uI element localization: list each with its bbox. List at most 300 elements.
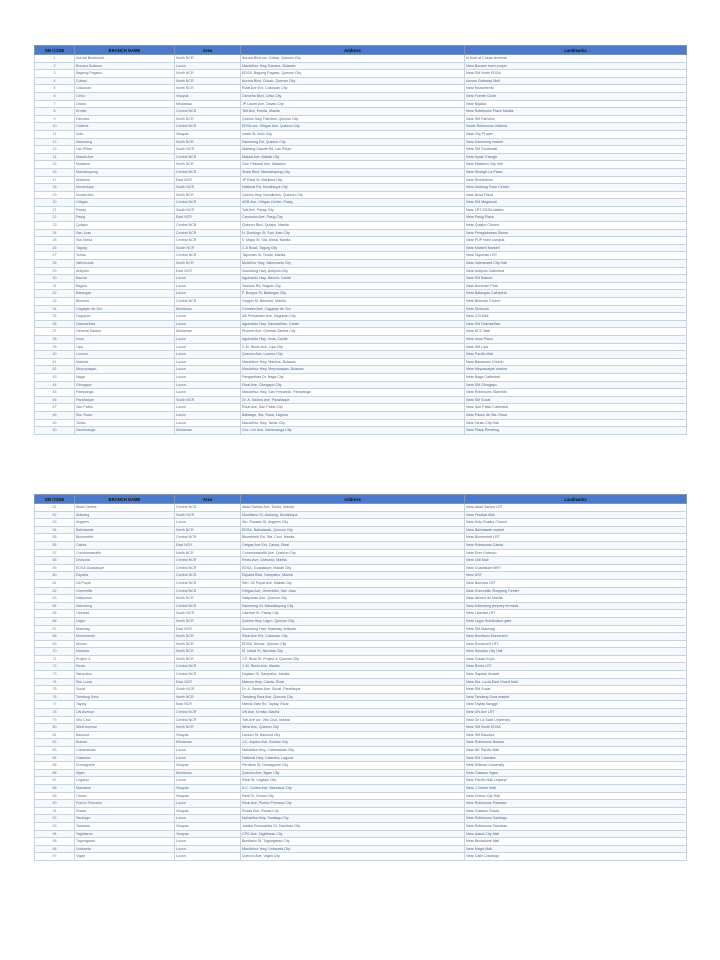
cell-branch-name: Pampanga — [75, 389, 175, 397]
cell-address: Taft Ave, Pasay City — [241, 206, 465, 214]
cell-landmark: Near Bajada — [465, 100, 687, 108]
branch-table — [34, 45, 687, 435]
cell-area: North NCR — [175, 655, 241, 663]
cell-area: Central NCR — [175, 534, 241, 542]
cell-landmark: Near Greenhills Shopping Center — [465, 587, 687, 595]
cell-address: A.C. Cortes Ave, Mandaue City — [241, 784, 465, 792]
cell-area: Central NCR — [175, 199, 241, 207]
cell-area: Luzon — [175, 845, 241, 853]
cell-area: East NCR — [175, 701, 241, 709]
table-header-row — [35, 46, 687, 55]
cell-branch-name: Gil Puyat — [75, 579, 175, 587]
cell-address: Rizal Ave Ext, Caloocan City — [241, 85, 465, 93]
cell-branch-name: San Juan — [75, 229, 175, 237]
cell-sm-code: 5 — [35, 85, 75, 93]
cell-address: Manila East Rd, Taytay, Rizal — [241, 701, 465, 709]
cell-area: Central NCR — [175, 153, 241, 161]
cell-landmark: Near Imus Plaza — [465, 335, 687, 343]
cell-landmark: Near Alabang Town Center — [465, 184, 687, 192]
cell-landmark: Near SM Calamba — [465, 754, 687, 762]
cell-area: Central NCR — [175, 716, 241, 724]
cell-landmark: Near Brickstone Mall — [465, 838, 687, 846]
cell-area: Luzon — [175, 343, 241, 351]
cell-address: Ortigas Ave, Greenhills, San Juan — [241, 587, 465, 595]
cell-branch-name: Masinag — [75, 625, 175, 633]
header-address: Address — [241, 46, 465, 55]
cell-area: Central NCR — [175, 579, 241, 587]
cell-address: Quezon Blvd, Quiapo, Manila — [241, 222, 465, 230]
cell-branch-name: Lucena — [75, 351, 175, 359]
cell-landmark: Near Roosevelt LRT — [465, 640, 687, 648]
cell-address: UN Ave, Ermita, Manila — [241, 709, 465, 717]
cell-landmark: Near Ateneo de Manila — [465, 595, 687, 603]
cell-branch-name: Libertad — [75, 610, 175, 618]
cell-sm-code: 45 — [35, 389, 75, 397]
cell-address: Dr. A. Santos Ave, Sucat, Parañaque — [241, 686, 465, 694]
cell-landmark: Near Gaisano Roxas — [465, 807, 687, 815]
table-row — [35, 663, 687, 671]
cell-landmark: Near San Pablo Cathedral — [465, 404, 687, 412]
cell-sm-code: 31 — [35, 282, 75, 290]
cell-branch-name: San Pablo — [75, 404, 175, 412]
table-row — [35, 168, 687, 176]
cell-sm-code: 61 — [35, 579, 75, 587]
table-row — [35, 290, 687, 298]
header-branch-name: BRANCH NAME — [75, 46, 175, 55]
cell-branch-name: Bagong Pagasa — [75, 70, 175, 78]
cell-landmark: Near Robinsons Cainta — [465, 541, 687, 549]
cell-landmark: Near Market! Market! — [465, 244, 687, 252]
cell-landmark: Near Kalentong jeepney terminal — [465, 602, 687, 610]
cell-sm-code: 52 — [35, 511, 75, 519]
cell-address: JP Laurel Ave, Davao City — [241, 100, 465, 108]
cell-area: South NCR — [175, 396, 241, 404]
cell-landmark: Near Robinsons Starmills — [465, 389, 687, 397]
cell-landmark: Near Naga Cathedral — [465, 373, 687, 381]
cell-landmark: Near Kamuning market — [465, 138, 687, 146]
cell-address: Rizal Ave, Puerto Princesa City — [241, 800, 465, 808]
cell-branch-name: Novaliches — [75, 191, 175, 199]
cell-sm-code: 46 — [35, 396, 75, 404]
table-row — [35, 792, 687, 800]
cell-sm-code: 88 — [35, 784, 75, 792]
table-row — [35, 427, 687, 435]
cell-branch-name: Olongapo — [75, 381, 175, 389]
cell-branch-name: Tagbilaran — [75, 830, 175, 838]
cell-branch-name: Malolos — [75, 358, 175, 366]
cell-landmark: Near Tayuman LRT — [465, 252, 687, 260]
cell-sm-code: 92 — [35, 815, 75, 823]
cell-sm-code: 94 — [35, 830, 75, 838]
cell-branch-name: Ortigas — [75, 199, 175, 207]
cell-branch-name: Aurora Boulevard — [75, 55, 175, 63]
cell-landmark: Near Pinaglabanan Shrine — [465, 229, 687, 237]
cell-landmark: Near Magic Mall — [465, 845, 687, 853]
cell-branch-name: Galleria — [75, 123, 175, 131]
table-row — [35, 807, 687, 815]
cell-address: Marcos Hwy, Cainta, Rizal — [241, 678, 465, 686]
cell-area: Luzon — [175, 290, 241, 298]
table-row — [35, 686, 687, 694]
cell-sm-code: 71 — [35, 655, 75, 663]
table-row — [35, 313, 687, 321]
table-row — [35, 381, 687, 389]
cell-sm-code: 41 — [35, 358, 75, 366]
cell-address: C.M. Recto Ave, Lipa City — [241, 343, 465, 351]
cell-sm-code: 90 — [35, 800, 75, 808]
cell-branch-name: UN Avenue — [75, 709, 175, 717]
table-row — [35, 648, 687, 656]
cell-branch-name: Project 4 — [75, 655, 175, 663]
cell-area: Mindanao — [175, 100, 241, 108]
table-row — [35, 108, 687, 116]
cell-branch-name: Imus — [75, 335, 175, 343]
cell-branch-name: Cubao — [75, 77, 175, 85]
cell-branch-name: Fairview — [75, 115, 175, 123]
table-row — [35, 526, 687, 534]
cell-sm-code: 95 — [35, 838, 75, 846]
cell-address: Tandang Sora Ave, Quezon City — [241, 693, 465, 701]
table-row — [35, 282, 687, 290]
cell-sm-code: 12 — [35, 138, 75, 146]
cell-sm-code: 21 — [35, 206, 75, 214]
cell-landmark: Near Paseo de Sta. Rosa — [465, 411, 687, 419]
cell-branch-name: España — [75, 572, 175, 580]
cell-area: Luzon — [175, 419, 241, 427]
table-row — [35, 800, 687, 808]
cell-address: Kamuning Rd, Quezon City — [241, 138, 465, 146]
cell-address: EDSA, Balintawak, Quezon City — [241, 526, 465, 534]
cell-address: Osmeña Blvd, Cebu City — [241, 92, 465, 100]
cell-address: C.M. Recto Ave, Manila — [241, 663, 465, 671]
cell-address: Katipunan Ave, Quezon City — [241, 595, 465, 603]
cell-sm-code: 4 — [35, 77, 75, 85]
cell-sm-code: 89 — [35, 792, 75, 800]
cell-landmark: Near Bonifacio Monument — [465, 633, 687, 641]
cell-sm-code: 66 — [35, 617, 75, 625]
table-row — [35, 731, 687, 739]
table-row — [35, 617, 687, 625]
header-area: Area — [175, 46, 241, 55]
cell-landmark: Near Robinsons Butuan — [465, 739, 687, 747]
cell-area: East NCR — [175, 541, 241, 549]
cell-landmark: Near Lagro Subdivision gate — [465, 617, 687, 625]
cell-area: North NCR — [175, 595, 241, 603]
cell-area: Luzon — [175, 404, 241, 412]
cell-landmark: Near Plaza Pershing — [465, 427, 687, 435]
table-row — [35, 389, 687, 397]
cell-area: North NCR — [175, 70, 241, 78]
cell-branch-name: Davao — [75, 100, 175, 108]
table-row — [35, 244, 687, 252]
cell-area: Central NCR — [175, 602, 241, 610]
cell-sm-code: 32 — [35, 290, 75, 298]
cell-landmark: Near Holy Rosary Church — [465, 519, 687, 527]
cell-area: Central NCR — [175, 504, 241, 512]
cell-address: Aurora Blvd cor. Cubao, Quezon City — [241, 55, 465, 63]
cell-sm-code: 26 — [35, 244, 75, 252]
cell-address: McArthur Hwy, Valenzuela City — [241, 260, 465, 268]
cell-area: Luzon — [175, 411, 241, 419]
cell-address: Rizal Ave Ext, Caloocan City — [241, 633, 465, 641]
cell-landmark: Near Pasig Plaza — [465, 214, 687, 222]
cell-address: Kalentong St, Mandaluyong City — [241, 602, 465, 610]
cell-branch-name: Sta. Rosa — [75, 411, 175, 419]
cell-address: Maharlika Hwy, Santiago City — [241, 815, 465, 823]
cell-address: Sumulong Hwy, Antipolo City — [241, 267, 465, 275]
cell-branch-name: Marikina — [75, 176, 175, 184]
cell-sm-code: 27 — [35, 252, 75, 260]
cell-area: Luzon — [175, 320, 241, 328]
cell-branch-name: Mandaluyong — [75, 168, 175, 176]
cell-address: Quezon Ave, Lucena City — [241, 351, 465, 359]
cell-sm-code: 29 — [35, 267, 75, 275]
cell-sm-code: 68 — [35, 633, 75, 641]
cell-landmark: Near Robinsons Palawan — [465, 800, 687, 808]
cell-sm-code: 14 — [35, 153, 75, 161]
cell-branch-name: Dumaguete — [75, 762, 175, 770]
cell-area: Visayas — [175, 762, 241, 770]
table-row — [35, 252, 687, 260]
table-row — [35, 222, 687, 230]
cell-area: Central NCR — [175, 222, 241, 230]
cell-branch-name: Tandang Sora — [75, 693, 175, 701]
cell-sm-code: 69 — [35, 640, 75, 648]
cell-area: Luzon — [175, 389, 241, 397]
table-row — [35, 610, 687, 618]
cell-landmark: Near SM Megamall — [465, 199, 687, 207]
cell-sm-code: 80 — [35, 724, 75, 732]
cell-sm-code: 1 — [35, 55, 75, 63]
table-row — [35, 373, 687, 381]
cell-landmark: Near Tandang Sora market — [465, 693, 687, 701]
cell-sm-code: 47 — [35, 404, 75, 412]
cell-sm-code: 34 — [35, 305, 75, 313]
cell-landmark: Near Ayala Triangle — [465, 153, 687, 161]
cell-landmark: Near Burnham Park — [465, 282, 687, 290]
cell-address: Gov. Pascual Ave, Malabon — [241, 161, 465, 169]
table-row — [35, 587, 687, 595]
cell-branch-name: Pasig — [75, 214, 175, 222]
cell-sm-code: 79 — [35, 716, 75, 724]
cell-branch-name: Pasay — [75, 206, 175, 214]
cell-branch-name: West Avenue — [75, 724, 175, 732]
cell-landmark: Near De La Salle University — [465, 716, 687, 724]
cell-area: Central NCR — [175, 663, 241, 671]
cell-landmark: Near SM Dasmariñas — [465, 320, 687, 328]
cell-landmark: Near Valenzuela City Hall — [465, 260, 687, 268]
table-row — [35, 602, 687, 610]
cell-landmark: Near Riverbanks — [465, 176, 687, 184]
cell-branch-name: Ermita — [75, 108, 175, 116]
cell-sm-code: 60 — [35, 572, 75, 580]
cell-address: Aguinaldo Hwy, Dasmariñas, Cavite — [241, 320, 465, 328]
cell-area: Luzon — [175, 351, 241, 359]
cell-sm-code: 62 — [35, 587, 75, 595]
cell-branch-name: Dasmariñas — [75, 320, 175, 328]
table-row — [35, 564, 687, 572]
cell-branch-name: Puerto Princesa — [75, 800, 175, 808]
table-row — [35, 640, 687, 648]
cell-area: Luzon — [175, 366, 241, 374]
cell-landmark: Near LRT EDSA station — [465, 206, 687, 214]
cell-area: East NCR — [175, 625, 241, 633]
cell-sm-code: 85 — [35, 762, 75, 770]
cell-sm-code: 50 — [35, 427, 75, 435]
cell-area: Mindanao — [175, 427, 241, 435]
cell-sm-code: 78 — [35, 709, 75, 717]
cell-area: North NCR — [175, 693, 241, 701]
cell-area: South NCR — [175, 146, 241, 154]
cell-address: Sen. Gil Puyat Ave, Makati City — [241, 579, 465, 587]
cell-sm-code: 84 — [35, 754, 75, 762]
cell-sm-code: 75 — [35, 686, 75, 694]
cell-address: M. Naval St, Navotas City — [241, 648, 465, 656]
cell-address: Balibago, Sta. Rosa, Laguna — [241, 411, 465, 419]
cell-address: Shaw Blvd, Mandaluyong City — [241, 168, 465, 176]
cell-address: Session Rd, Baguio City — [241, 282, 465, 290]
cell-address: V. Mapa St, Sta. Mesa, Manila — [241, 237, 465, 245]
cell-landmark: Inside Robinsons Galleria — [465, 123, 687, 131]
cell-sm-code: 42 — [35, 366, 75, 374]
cell-branch-name: Balintawak — [75, 526, 175, 534]
cell-branch-name: Santiago — [75, 815, 175, 823]
table-row — [35, 557, 687, 565]
cell-area: Luzon — [175, 358, 241, 366]
cell-branch-name: Iligan — [75, 769, 175, 777]
cell-branch-name: Vito Cruz — [75, 716, 175, 724]
cell-area: Central NCR — [175, 557, 241, 565]
cell-landmark: Near SM North EDSA — [465, 724, 687, 732]
table-row — [35, 199, 687, 207]
cell-landmark: Near SM Southmall — [465, 146, 687, 154]
table-row — [35, 541, 687, 549]
cell-landmark: Near Cubao Expo — [465, 655, 687, 663]
cell-area: South NCR — [175, 610, 241, 618]
cell-area: North NCR — [175, 77, 241, 85]
cell-area: Central NCR — [175, 168, 241, 176]
cell-sm-code: 38 — [35, 335, 75, 343]
cell-branch-name: Valenzuela — [75, 260, 175, 268]
cell-branch-name: Batangas — [75, 290, 175, 298]
cell-area: Central NCR — [175, 671, 241, 679]
cell-area: North NCR — [175, 549, 241, 557]
cell-branch-name: Tondo — [75, 252, 175, 260]
cell-address: Makati Ave, Makati City — [241, 153, 465, 161]
cell-sm-code: 73 — [35, 671, 75, 679]
cell-area: Central NCR — [175, 298, 241, 306]
cell-sm-code: 58 — [35, 557, 75, 565]
cell-sm-code: 18 — [35, 184, 75, 192]
cell-landmark: Near Buendia LRT — [465, 579, 687, 587]
table-row — [35, 123, 687, 131]
table-row — [35, 655, 687, 663]
cell-landmark: Near City Proper — [465, 130, 687, 138]
cell-branch-name: Iloilo — [75, 130, 175, 138]
header-area: Area — [175, 495, 241, 504]
cell-sm-code: 30 — [35, 275, 75, 283]
cell-sm-code: 10 — [35, 123, 75, 131]
cell-sm-code: 11 — [35, 130, 75, 138]
cell-landmark: Near Quiapo Church — [465, 222, 687, 230]
cell-branch-name: Sta. Lucia — [75, 678, 175, 686]
table-row — [35, 671, 687, 679]
branch-table-page-1 — [34, 45, 686, 435]
cell-address: West Ave, Quezon City — [241, 724, 465, 732]
cell-sm-code: 7 — [35, 100, 75, 108]
cell-area: North NCR — [175, 633, 241, 641]
cell-branch-name: Abad Santos — [75, 504, 175, 512]
cell-landmark: Near SM Sucat — [465, 686, 687, 694]
cell-landmark: Near Divisoria — [465, 305, 687, 313]
cell-area: North NCR — [175, 640, 241, 648]
table-row — [35, 275, 687, 283]
cell-branch-name: Lipa — [75, 343, 175, 351]
cell-area: Mindanao — [175, 305, 241, 313]
cell-address: Rizal Ave, Olongapo City — [241, 381, 465, 389]
table-row — [35, 815, 687, 823]
cell-branch-name: Blumentritt — [75, 534, 175, 542]
cell-area: Visayas — [175, 130, 241, 138]
cell-address: Sto. Rosario St, Angeles City — [241, 519, 465, 527]
cell-branch-name: Parañaque — [75, 396, 175, 404]
cell-area: South NCR — [175, 511, 241, 519]
cell-sm-code: 91 — [35, 807, 75, 815]
cell-sm-code: 3 — [35, 70, 75, 78]
table-row — [35, 572, 687, 580]
cell-landmark: Near 168 Mall — [465, 557, 687, 565]
cell-sm-code: 53 — [35, 519, 75, 527]
cell-branch-name: Katipunan — [75, 595, 175, 603]
table-row — [35, 838, 687, 846]
cell-sm-code: 57 — [35, 549, 75, 557]
cell-landmark: Near PUP main campus — [465, 237, 687, 245]
cell-sm-code: 43 — [35, 373, 75, 381]
table-row — [35, 176, 687, 184]
cell-landmark: Near Balintawak market — [465, 526, 687, 534]
table-row — [35, 404, 687, 412]
cell-sm-code: 93 — [35, 822, 75, 830]
cell-landmark: Near Nova Plaza — [465, 191, 687, 199]
cell-branch-name: Muntinlupa — [75, 184, 175, 192]
table-row — [35, 146, 687, 154]
cell-branch-name: Dagupan — [75, 313, 175, 321]
table-row — [35, 328, 687, 336]
cell-address: Quirino Hwy, Lagro, Quezon City — [241, 617, 465, 625]
cell-address: Taft Ave, Ermita, Manila — [241, 108, 465, 116]
table-row — [35, 92, 687, 100]
cell-branch-name: Angeles — [75, 519, 175, 527]
cell-landmark: Near Gaisano Iligan — [465, 769, 687, 777]
cell-branch-name: Sampaloc — [75, 671, 175, 679]
cell-sm-code: 67 — [35, 625, 75, 633]
cell-address: Panganiban Dr, Naga City — [241, 373, 465, 381]
header-sm-code: SM CODE — [35, 495, 75, 504]
header-landmarks: Landmarks — [465, 46, 687, 55]
cell-area: Luzon — [175, 777, 241, 785]
cell-landmark: Near Blumentritt LRT — [465, 534, 687, 542]
cell-landmark: Near Robinsons Place Manila — [465, 108, 687, 116]
cell-sm-code: 76 — [35, 693, 75, 701]
cell-area: Mindanao — [175, 739, 241, 747]
cell-address: C-5 Road, Taguig City — [241, 244, 465, 252]
cell-branch-name: Bocaue Bulacan — [75, 62, 175, 70]
cell-branch-name: Navotas — [75, 648, 175, 656]
cell-sm-code: 56 — [35, 541, 75, 549]
cell-sm-code: 55 — [35, 534, 75, 542]
cell-area: Visayas — [175, 731, 241, 739]
cell-sm-code: 87 — [35, 777, 75, 785]
